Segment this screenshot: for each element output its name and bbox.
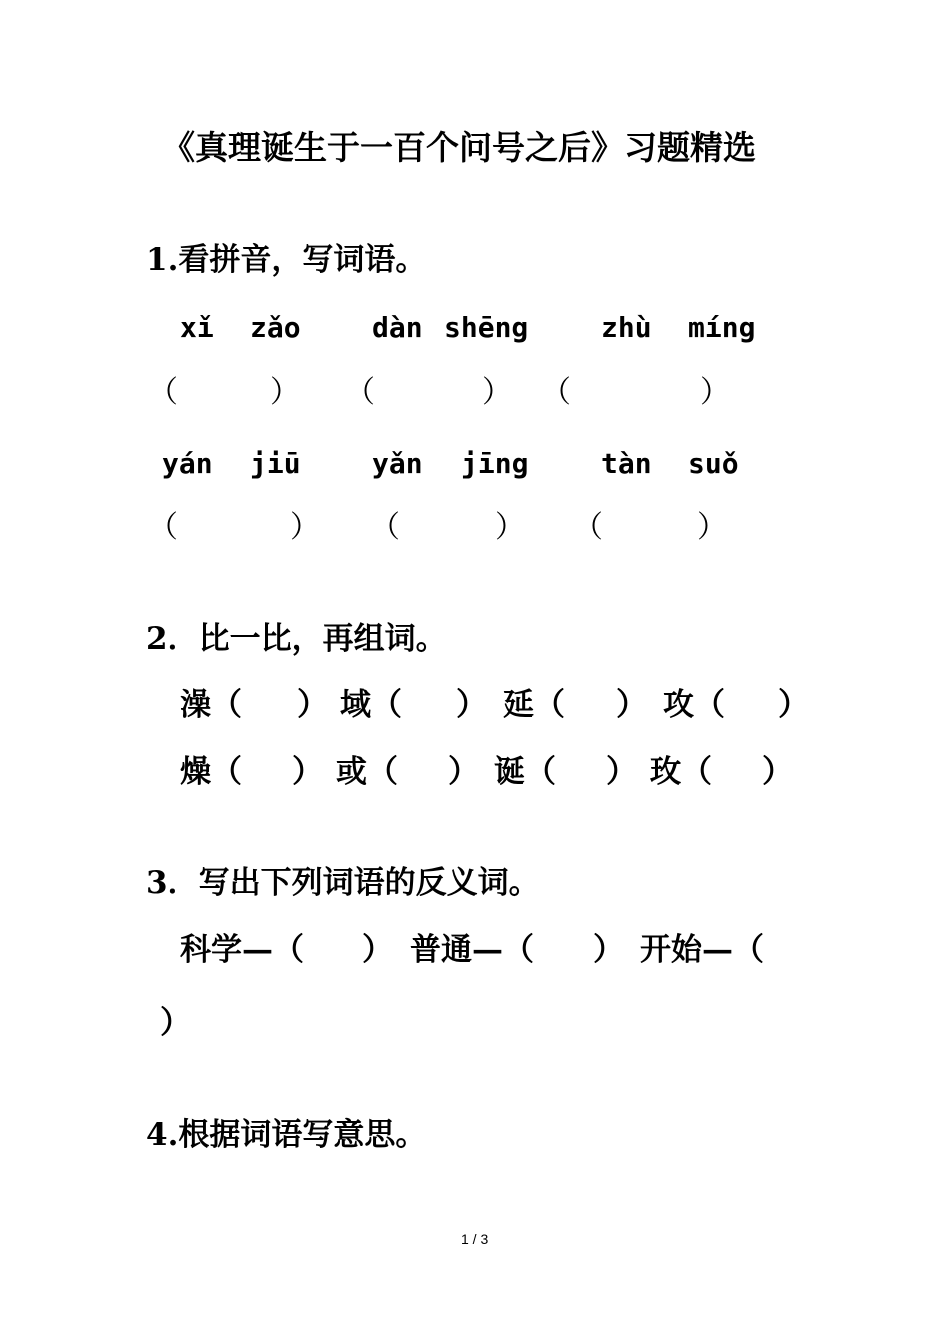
pinyin-zhu: zhù <box>601 311 652 344</box>
pinyin-ming: míng <box>688 311 756 344</box>
answer-blank-close: ） <box>495 510 525 545</box>
answer-blank-open: （ <box>148 510 178 545</box>
pinyin-yan2: yǎn <box>372 447 423 480</box>
question-2-heading: 2．比一比，再组词。 <box>146 621 447 657</box>
answer-blank-close: ） <box>697 510 727 545</box>
char-group-item: 玫（ <box>650 754 712 790</box>
answer-blank-close: ） <box>482 375 512 410</box>
char-group-close: ） <box>448 754 479 790</box>
pinyin-zao: zǎo <box>250 311 301 344</box>
char-group-item: 诞（ <box>494 754 556 790</box>
char-group-close: ） <box>616 687 647 723</box>
pinyin-jiu: jiū <box>250 447 301 480</box>
page-title: 《真理诞生于一百个问号之后》习题精选 <box>162 128 756 167</box>
answer-blank-open: （ <box>370 510 400 545</box>
antonym-item: 普通—（ <box>410 932 534 968</box>
answer-blank-open: （ <box>345 375 375 410</box>
antonym-item: 开始—（ <box>640 932 764 968</box>
char-group-item: 或（ <box>336 754 398 790</box>
antonym-close: ） <box>160 1005 191 1041</box>
char-group-item: 燥（ <box>180 754 242 790</box>
answer-blank-open: （ <box>148 375 178 410</box>
answer-blank-close: ） <box>290 510 320 545</box>
answer-blank-close: ） <box>700 375 730 410</box>
char-group-close: ） <box>456 687 487 723</box>
question-3-heading: 3．写出下列词语的反义词。 <box>146 865 540 901</box>
char-group-close: ） <box>762 754 793 790</box>
char-group-item: 延（ <box>503 687 565 723</box>
answer-blank-open: （ <box>573 510 603 545</box>
question-1-heading: 1.看拼音，写词语。 <box>146 242 427 278</box>
answer-blank-open: （ <box>541 375 571 410</box>
char-group-close: ） <box>292 754 323 790</box>
antonym-close: ） <box>593 932 624 968</box>
antonym-item: 科学—（ <box>180 932 304 968</box>
page-number: 1 / 3 <box>461 1231 489 1247</box>
answer-blank-close: ） <box>270 375 300 410</box>
char-group-close: ） <box>606 754 637 790</box>
pinyin-sheng: shēng <box>444 311 529 344</box>
char-group-close: ） <box>778 687 809 723</box>
char-group-item: 澡（ <box>180 687 242 723</box>
pinyin-tan: tàn <box>601 447 652 480</box>
char-group-item: 域（ <box>340 687 402 723</box>
char-group-item: 攻（ <box>663 687 725 723</box>
pinyin-dan: dàn <box>372 311 423 344</box>
question-4-heading: 4.根据词语写意思。 <box>146 1117 427 1153</box>
pinyin-jing: jīng <box>461 447 529 480</box>
antonym-close: ） <box>362 932 393 968</box>
char-group-close: ） <box>297 687 328 723</box>
pinyin-yan: yán <box>162 447 213 480</box>
pinyin-suo: suǒ <box>688 447 739 480</box>
pinyin-xi: xǐ <box>180 311 214 344</box>
